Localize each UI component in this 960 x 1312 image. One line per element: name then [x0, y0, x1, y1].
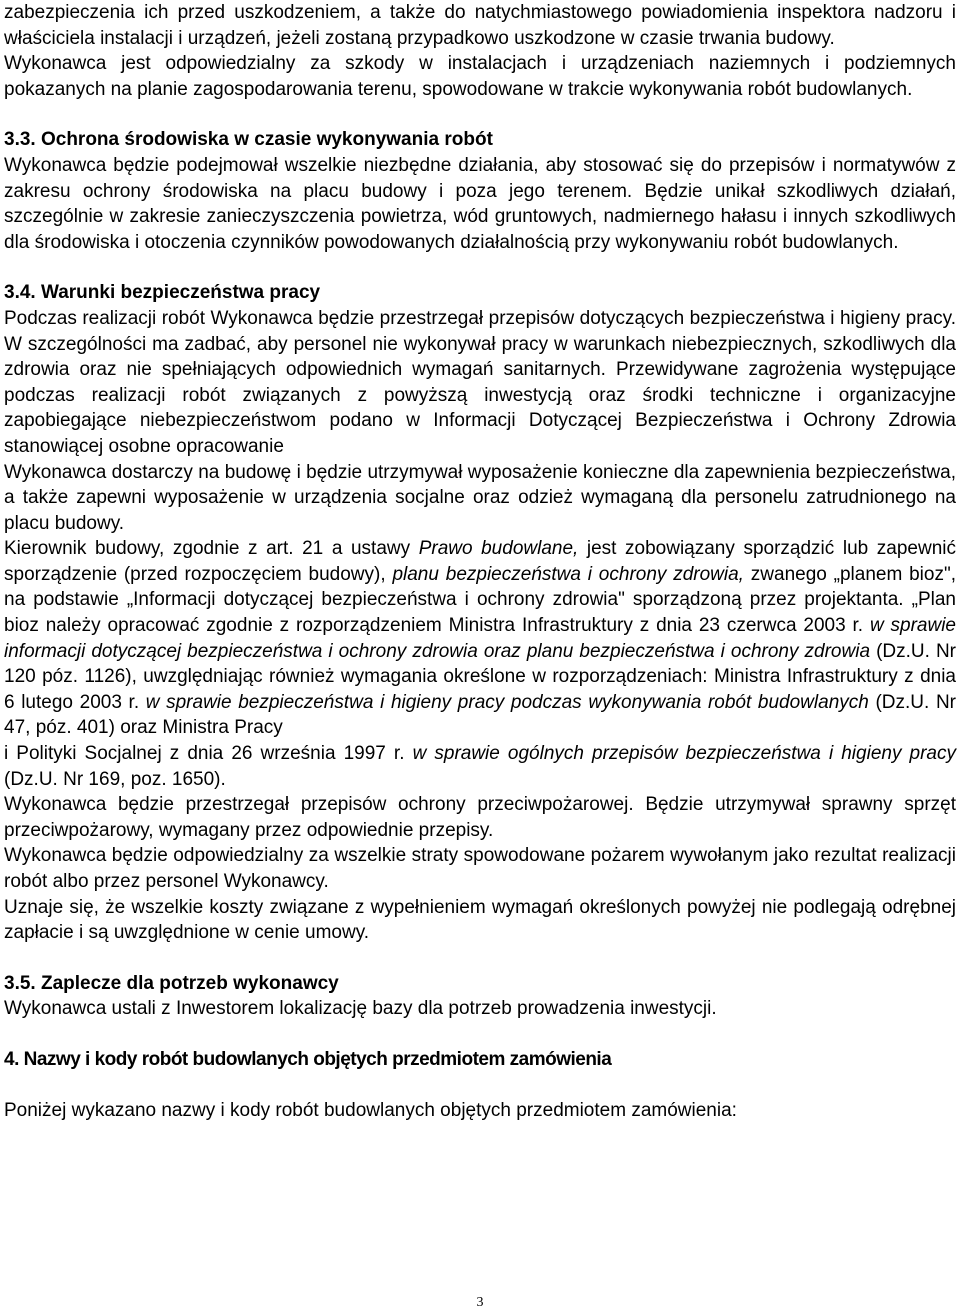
italic-run: w sprawie ogólnych przepisów bezpieczeństwa i higieny pracy: [412, 743, 956, 765]
text-run: jest zobowiązany sporządzić lub zapewnić sporządzenie (przed rozpoczęciem budowy),: [4, 538, 956, 585]
section-body: Wykonawca będzie odpowiedzialny za wszelkie straty spowodowane pożarem wywołanym jako rezultat realizacji robót albo przez personel Wykonawcy.: [4, 845, 956, 892]
text-run: Kierownik budowy, zgodnie z art. 21 a ustawy: [4, 538, 419, 560]
intro-paragraph: Wykonawca jest odpowiedzialny za szkody w instalacjach i urządzeniach naziemnych i podziemnych pokazanych na planie zagospodarowania terenu, spowodowane w trakcie wykonywania robót budowlanych.: [4, 53, 956, 100]
section-title: Warunki bezpieczeństwa pracy: [40, 282, 321, 304]
page-number: 3: [476, 1295, 484, 1310]
italic-run: Prawo budowlane,: [418, 538, 579, 560]
section-number: 3.5.: [4, 972, 36, 994]
section-title: Ochrona środowiska w czasie wykonywania robót: [40, 129, 493, 151]
section-body: Podczas realizacji robót Wykonawca będzie przestrzegał przepisów dotyczących bezpieczeństwa i higieny pracy. W szczególności ma zadbać, aby personel nie wykonywał pracy w warunkach niebezpiecznych, szkodliwych dla zdrowia oraz nie spełniających odpowiednich wymagań sanitarnych. Przewidywane zagrożenia występujące podczas realizacji robót związanych z powyższą inwestycją oraz środki techniczne i organizacyjne zapobiegające niebezpieczeństwom podano w Informacji Dotyczącej Bezpieczeństwa i Ochrony Zdrowia stanowiącej osobne opracowanie: [4, 307, 956, 457]
chapter-body: Poniżej wykazano nazwy i kody robót budowlanych objętych przedmiotem zamówienia:: [4, 1099, 737, 1121]
text-run: (Dz.U. Nr 47, póz. 401) oraz Ministra Pracy: [4, 691, 956, 739]
chapter-heading: 4. Nazwy i kody robót budowlanych objętych przedmiotem zamówienia: [4, 1048, 612, 1070]
text-run: (Dz.U. Nr 120 póz. 1126), uwzględniając również wymagania określone w rozporządzeniach: Ministra Infrastruktury z dnia 6 lutego 2003 r.: [4, 640, 956, 713]
section-heading: [4, 127, 956, 153]
italic-run: planu bezpieczeństwa i ochrony zdrowia,: [392, 563, 744, 585]
section-body: Wykonawca będzie podejmował wszelkie niezbędne działania, aby stosować się do przepisów i normatywów z zakresu ochrony środowiska na placu budowy i poza jego terenem. Będzie unikał szkodliwych działań, szczególnie w zakresie zanieczyszczenia powietrza, wód gruntowych, nadmiernego hałasu i innych szkodliwych dla środowiska i otoczenia czynników powodowanych działalnością przy wykonywaniu robót budowlanych.: [4, 154, 956, 253]
section-body: Wykonawca będzie przestrzegał przepisów ochrony przeciwpożarowej. Będzie utrzymywał sprawny sprzęt przeciwpożarowy, wymagany przez odpowiednie przepisy.: [4, 794, 956, 841]
document-page: [4, 0, 956, 1123]
section-body: Wykonawca ustali z Inwestorem lokalizację bazy dla potrzeb prowadzenia inwestycji.: [4, 998, 717, 1020]
section-body: Wykonawca dostarczy na budowę i będzie utrzymywał wyposażenie konieczne dla zapewnienia bezpieczeństwa, a także zapewni wyposażenie w urządzenia socjalne oraz odzież wymaganą dla personelu zatrudnionego na placu budowy.: [4, 461, 956, 534]
text-run: (Dz.U. Nr 169, poz. 1650).: [4, 768, 226, 790]
section-body-legal: [4, 536, 956, 792]
section-heading: [4, 971, 956, 997]
section-title: Zaplecze dla potrzeb wykonawcy: [40, 972, 339, 994]
italic-run: w sprawie informacji dotyczącej bezpieczeństwa i ochrony zdrowia oraz planu bezpieczeństwa i ochrony zdrowia: [4, 615, 956, 662]
section-number: 3.3.: [4, 129, 36, 151]
italic-run: w sprawie bezpieczeństwa i higieny pracy podczas wykonywania robót budowlanych: [145, 691, 869, 713]
text-run: zwanego „planem bioz", na podstawie „Informacji dotyczącej bezpieczeństwa i ochrony zdrowia" sporządzoną przez projektanta. „Plan bioz należy opracować zgodnie z rozporządzeniem Ministra Infrastruktury z dnia 23 czerwca 2003 r.: [4, 563, 956, 637]
section-heading: [4, 280, 956, 306]
text-run: i Polityki Socjalnej z dnia 26 września 1997 r.: [4, 743, 413, 765]
intro-paragraph: zabezpieczenia ich przed uszkodzeniem, a także do natychmiastowego powiadomienia inspektora nadzoru i właściciela instalacji i urządzeń, jeżeli zostaną przypadkowo uszkodzone w czasie trwania budowy.: [4, 2, 956, 49]
section-number: 3.4.: [4, 282, 36, 304]
section-body: Uznaje się, że wszelkie koszty związane z wypełnieniem wymagań określonych powyżej nie podlegają odrębnej zapłacie i są uwzględnione w cenie umowy.: [4, 896, 956, 944]
